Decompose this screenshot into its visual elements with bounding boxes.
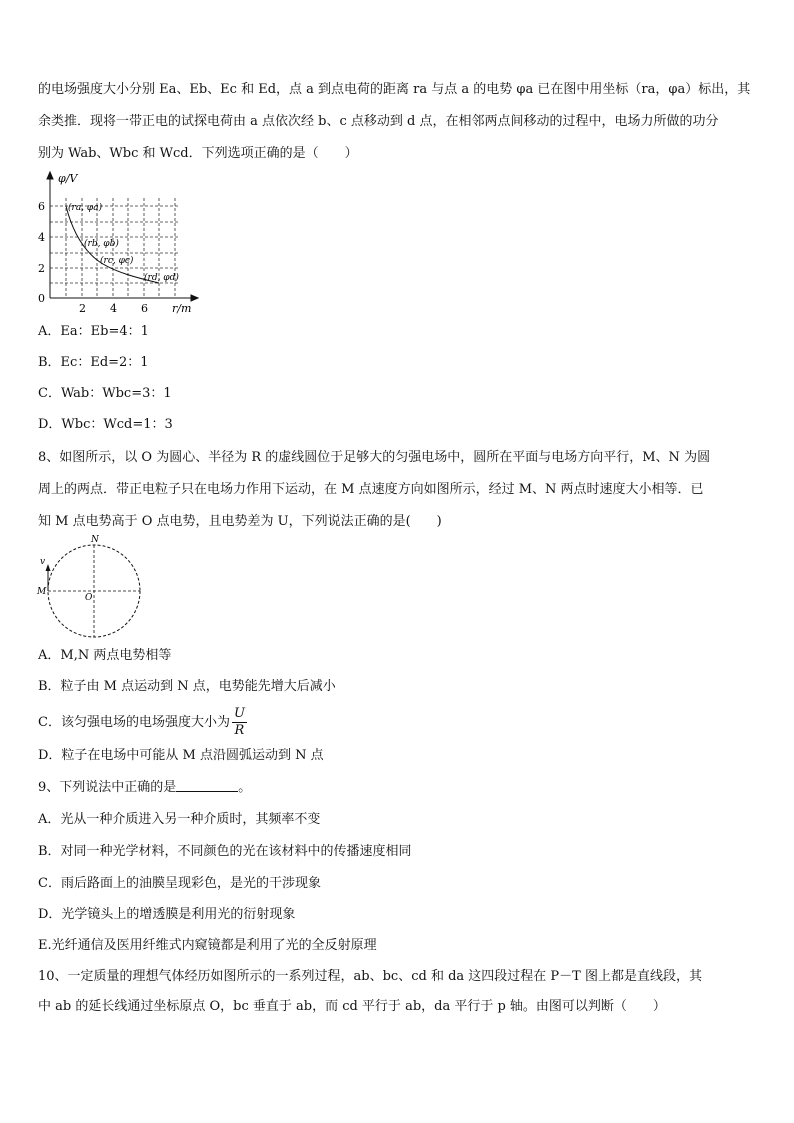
y-tick-6: 6 xyxy=(38,200,45,213)
label-m: M xyxy=(37,587,47,597)
label-v: v xyxy=(40,557,46,567)
q9-stem-text: 9、下列说法中正确的是 xyxy=(38,780,177,795)
fraction-numerator: U xyxy=(233,706,245,721)
q9-stem-end: 。 xyxy=(238,780,252,795)
origin-label: 0 xyxy=(38,292,45,305)
q10-stem-line-1: 10、一定质量的理想气体经历如图所示的一系列过程，ab、bc、cd 和 da 这四段过程在 P－T 图上都是直线段，其 xyxy=(38,969,702,984)
q8-option-b[interactable]: B．粒子由 M 点运动到 N 点，电势能先增大后减小 xyxy=(38,679,336,694)
q7-stem-line-1: 的电场强度大小分别 Ea、Eb、Ec 和 Ed，点 a 到点电荷的距离 ra 与点 a 的电势 φa 已在图中用坐标（ra，φa）标出，其 xyxy=(38,82,751,97)
y-tick-4: 4 xyxy=(38,231,45,244)
point-a-label: (ra, φa) xyxy=(68,203,103,213)
label-o: O xyxy=(85,593,93,603)
q9-option-d[interactable]: D．光学镜头上的增透膜是利用光的衍射现象 xyxy=(38,907,296,922)
x-tick-4: 4 xyxy=(110,302,117,315)
point-b-label: (rb, φb) xyxy=(84,239,119,249)
q10-stem-line-2: 中 ab 的延长线通过坐标原点 O，bc 垂直于 ab，而 cd 平行于 ab，da 平行于 p 轴。由图可以判断（ ） xyxy=(38,999,666,1014)
q9-option-c[interactable]: C．雨后路面上的油膜呈现彩色，是光的干涉现象 xyxy=(38,876,321,891)
q8-option-d[interactable]: D．粒子在电场中可能从 M 点沿圆弧运动到 N 点 xyxy=(38,748,324,763)
q8-stem-line-2: 周上的两点．带正电粒子只在电场力作用下运动，在 M 点速度方向如图所示，经过 M、N 两点时速度大小相等．已 xyxy=(38,482,704,497)
q8-stem-line-1: 8、如图所示，以 O 为圆心、半径为 R 的虚线圆位于足够大的匀强电场中，圆所在平面与电场方向平行，M、N 为圆 xyxy=(38,450,711,465)
q8-option-a[interactable]: A．M,N 两点电势相等 xyxy=(38,648,172,663)
q7-option-c[interactable]: C．Wab：Wbc=3：1 xyxy=(38,386,172,401)
y-tick-2: 2 xyxy=(38,262,45,275)
label-n: N xyxy=(91,535,99,545)
q9-option-b[interactable]: B．对同一种光学材料，不同颜色的光在该材料中的传播速度相同 xyxy=(38,844,412,859)
y-axis-arrow-icon xyxy=(47,172,53,179)
q7-potential-graph xyxy=(28,168,208,318)
answer-blank[interactable] xyxy=(176,779,238,792)
x-axis-label: r/m xyxy=(172,302,192,315)
u-over-r-fraction xyxy=(232,706,247,739)
q7-option-a[interactable]: A．Ea：Eb=4：1 xyxy=(38,324,149,339)
x-axis-arrow-icon xyxy=(191,295,198,301)
x-tick-6: 6 xyxy=(141,302,148,315)
q8-option-c-text: C．该匀强电场的电场强度大小为 xyxy=(38,715,230,730)
q7-option-d[interactable]: D．Wbc：Wcd=1：3 xyxy=(38,417,173,432)
point-d-label: (rd, φd) xyxy=(144,273,179,283)
q9-option-e[interactable]: E.光纤通信及医用纤维式内窥镜都是利用了光的全反射原理 xyxy=(38,938,377,953)
q9-option-a[interactable]: A．光从一种介质进入另一种介质时，其频率不变 xyxy=(38,812,321,827)
q8-circle-figure xyxy=(32,532,152,642)
q9-stem xyxy=(38,778,758,798)
x-tick-2: 2 xyxy=(79,302,86,315)
point-c-label: (rc, φc) xyxy=(100,256,134,266)
q8-stem-line-3: 知 M 点电势高于 O 点电势，且电势差为 U，下列说法正确的是( ) xyxy=(38,514,442,529)
q7-option-b[interactable]: B．Ec：Ed=2：1 xyxy=(38,355,149,370)
velocity-arrow-icon xyxy=(46,564,51,571)
fraction-denominator: R xyxy=(234,723,245,738)
q7-stem-line-2: 余类推．现将一带正电的试探电荷由 a 点依次经 b、c 点移动到 d 点，在相邻两点间移动的过程中，电场力所做的功分 xyxy=(38,114,719,129)
q7-stem-line-3: 别为 Wab、Wbc 和 Wcd．下列选项正确的是（ ） xyxy=(38,146,358,161)
y-axis-label: φ/V xyxy=(58,172,78,185)
q8-option-c[interactable] xyxy=(38,706,247,739)
